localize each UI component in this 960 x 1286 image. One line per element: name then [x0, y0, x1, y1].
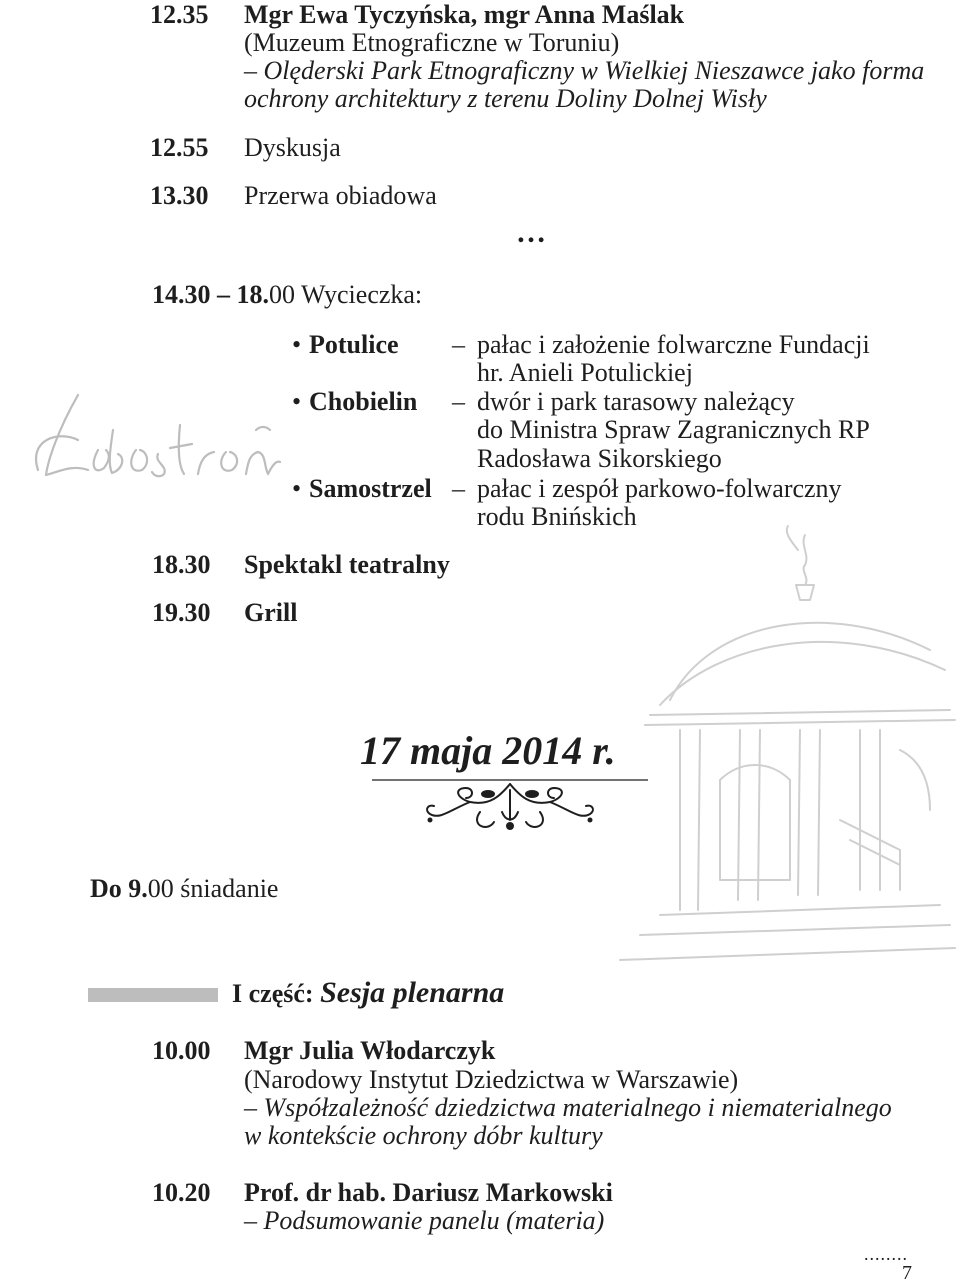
stop-desc-line2: rodu Bnińskich [477, 502, 637, 531]
entry-institution: (Muzeum Etnograficzne w Toruniu) [244, 28, 620, 57]
stop-dash: – [452, 474, 465, 503]
breakfast-label: śniadanie [173, 874, 279, 903]
bullet: • [292, 387, 302, 416]
section-title: Sesja plenarna [320, 976, 505, 1009]
entry-label: Przerwa obiadowa [244, 181, 437, 210]
entry-speaker: Prof. dr hab. Dariusz Markowski [244, 1178, 613, 1207]
stop-name: Potulice [309, 330, 399, 359]
ellipsis-separator: … [516, 216, 546, 249]
entry-time: 12.55 [150, 133, 209, 162]
stop-desc-line1: pałac i założenie folwarczne Fundacji [477, 330, 870, 359]
excursion-heading [152, 280, 422, 310]
entry-time: 10.20 [152, 1178, 211, 1207]
stop-dash: – [452, 330, 465, 359]
section-bar [88, 988, 218, 1002]
section-heading [232, 978, 504, 1009]
entry-title-line1: – Olęderski Park Etnograficzny w Wielkiej Nieszawce jako forma [244, 56, 925, 85]
entry-speaker: Mgr Ewa Tyczyńska, mgr Anna Maślak [244, 0, 685, 29]
entry-time: 18.30 [152, 550, 211, 579]
date-heading: 17 maja 2014 r. [360, 728, 616, 773]
entry-time: 19.30 [152, 598, 211, 627]
signature-watermark [18, 370, 288, 500]
breakfast-time: Do 9. [90, 874, 148, 903]
entry-time: 12.35 [150, 0, 209, 29]
pavilion-sketch-watermark [600, 520, 960, 980]
entry-title-line2: ochrony architektury z terenu Doliny Dolnej Wisły [244, 84, 767, 113]
excursion-time-minutes: 00 [269, 280, 295, 309]
stop-name: Samostrzel [309, 474, 432, 503]
stop-desc-line2: hr. Anieli Potulickiej [477, 358, 693, 387]
entry-institution: (Narodowy Instytut Dziedzictwa w Warszawie) [244, 1065, 739, 1094]
stop-name: Chobielin [309, 387, 418, 416]
breakfast-entry [90, 874, 278, 904]
entry-time: 13.30 [150, 181, 209, 210]
entry-speaker: Mgr Julia Włodarczyk [244, 1036, 496, 1065]
entry-time: 10.00 [152, 1036, 211, 1065]
ornament-divider [370, 776, 650, 838]
entry-label: Dyskusja [244, 133, 341, 162]
entry-label: Spektakl teatralny [244, 550, 450, 579]
stop-dash: – [452, 387, 465, 416]
excursion-label: Wycieczka: [295, 280, 423, 309]
bullet: • [292, 330, 302, 359]
excursion-time: 14.30 – 18. [152, 280, 269, 309]
stop-desc-line1: dwór i park tarasowy należący [477, 387, 795, 416]
stop-desc-line3: Radosława Sikorskiego [477, 444, 722, 473]
section-label: I część: [232, 979, 321, 1008]
entry-label: Grill [244, 598, 298, 627]
page-number: 7 [902, 1262, 912, 1284]
stop-desc-line1: pałac i zespół parkowo-folwarczny [477, 474, 842, 503]
stop-desc-line2: do Ministra Spraw Zagranicznych RP [477, 415, 870, 444]
footer-dots: ........ [864, 1244, 908, 1264]
entry-title-line1: – Współzależność dziedzictwa materialnego i niematerialnego [244, 1093, 892, 1122]
entry-title-line2: w kontekście ochrony dóbr kultury [244, 1121, 603, 1150]
bullet: • [292, 474, 302, 503]
entry-title-line1: – Podsumowanie panelu (materia) [244, 1206, 605, 1235]
breakfast-time-minutes: 00 [147, 874, 174, 903]
